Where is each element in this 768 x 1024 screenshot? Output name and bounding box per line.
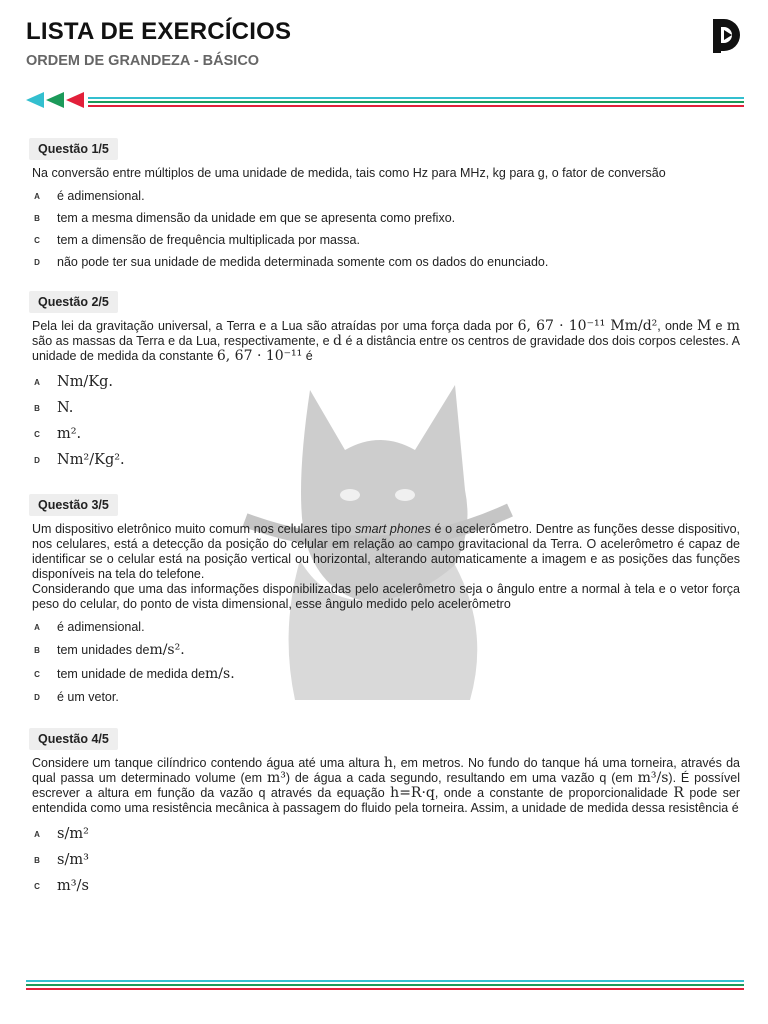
green-triangle-icon bbox=[46, 92, 64, 108]
option-b[interactable] bbox=[32, 400, 740, 416]
play-logo-icon bbox=[710, 16, 744, 56]
question-label: Questão 3/5 bbox=[29, 494, 118, 516]
option-letter: A bbox=[34, 622, 40, 632]
option-text: s/m³ bbox=[57, 852, 89, 868]
option-c[interactable] bbox=[32, 666, 740, 682]
option-letter: D bbox=[34, 692, 40, 702]
question-text: Considere um tanque cilíndrico contendo água até uma altura h, em metros. No fundo do tanque há uma torneira, através da qual passa um determinado volume (em m³) de água a cada segundo, resultando em uma vazão q (em m³/s). É possível escrever a altura em função da vazão q através da equação h=R·q, onde a constante de proporcionalidade R pode ser entendida como uma resistência mecânica à passagem do fluido pela torneira. Assim, a unidade de medida dessa resistência é bbox=[32, 755, 740, 815]
question-4 bbox=[32, 728, 740, 894]
option-text: m². bbox=[57, 426, 82, 442]
question-label: Questão 4/5 bbox=[29, 728, 118, 750]
option-letter: C bbox=[34, 881, 40, 891]
option-text: Nm²/Kg². bbox=[57, 452, 125, 468]
option-text: tem a mesma dimensão da unidade em que se apresenta como prefixo. bbox=[57, 211, 456, 225]
option-text: é adimensional. bbox=[57, 189, 145, 203]
option-letter: D bbox=[34, 455, 40, 465]
option-text: é adimensional. bbox=[57, 620, 145, 634]
option-text: tem unidade de medida de bbox=[57, 667, 206, 681]
option-letter: B bbox=[34, 645, 40, 655]
option-letter: A bbox=[34, 191, 40, 201]
option-d[interactable] bbox=[32, 690, 740, 704]
option-a[interactable] bbox=[32, 620, 740, 634]
color-stripes bbox=[88, 97, 744, 109]
option-letter: B bbox=[34, 403, 40, 413]
cyan-triangle-icon bbox=[26, 92, 44, 108]
option-d[interactable] bbox=[32, 255, 740, 269]
option-letter: B bbox=[34, 855, 40, 865]
option-text: não pode ter sua unidade de medida determinada somente com os dados do enunciado. bbox=[57, 255, 549, 269]
question-1 bbox=[32, 138, 740, 269]
question-label: Questão 1/5 bbox=[29, 138, 118, 160]
option-a[interactable] bbox=[32, 189, 740, 203]
option-c[interactable] bbox=[32, 878, 740, 894]
option-text: é um vetor. bbox=[57, 690, 119, 704]
option-text: tem a dimensão de frequência multiplicada por massa. bbox=[57, 233, 360, 247]
question-2 bbox=[32, 291, 740, 468]
footer-stripes bbox=[26, 980, 744, 992]
option-text: N. bbox=[57, 400, 74, 416]
option-letter: B bbox=[34, 213, 40, 223]
question-label: Questão 2/5 bbox=[29, 291, 118, 313]
option-a[interactable] bbox=[32, 826, 740, 842]
question-text: Um dispositivo eletrônico muito comum nos celulares tipo smart phones é o acelerômetro. Dentre as funções desse dispositivo, nos celulares, está a detecção da posição do celular em relação ao campo gravitacional da Terra. O acelerômetro é capaz de identificar se o celular está na posição vertical ou horizontal, alterando automaticamente a imagem e as posições das funções disponíveis na tela do telefone. bbox=[32, 522, 740, 581]
question-list bbox=[32, 138, 740, 894]
question-text: Na conversão entre múltiplos de uma unidade de medida, tais como Hz para MHz, kg para g, o fator de conversão bbox=[32, 166, 666, 180]
option-letter: C bbox=[34, 429, 40, 439]
option-b[interactable] bbox=[32, 642, 740, 658]
option-text: s/m² bbox=[57, 826, 89, 842]
option-letter: C bbox=[34, 669, 40, 679]
option-letter: D bbox=[34, 257, 40, 267]
page-title: LISTA DE EXERCÍCIOS bbox=[26, 18, 292, 45]
red-triangle-icon bbox=[66, 92, 84, 108]
option-a[interactable] bbox=[32, 374, 740, 390]
page-header bbox=[26, 18, 748, 69]
option-text: Nm/Kg. bbox=[57, 374, 114, 390]
question-3 bbox=[32, 494, 740, 704]
option-text: tem unidades de bbox=[57, 643, 150, 657]
option-d[interactable] bbox=[32, 452, 740, 468]
question-text: Pela lei da gravitação universal, a Terra e a Lua são atraídas por uma força dada por 6, 67 · 10⁻¹¹ Mm/d², onde M e m são as massas da Terra e da Lua, respectivamente, e d é a distância entre os centros de gravidade dos dois corpos celestes. A unidade de medida da constante 6, 67 · 10⁻¹¹ é bbox=[32, 318, 741, 364]
option-letter: C bbox=[34, 235, 40, 245]
option-text: m³/s bbox=[57, 878, 89, 894]
option-letter: A bbox=[34, 377, 40, 387]
option-c[interactable] bbox=[32, 233, 740, 247]
header-decoration bbox=[26, 92, 744, 110]
option-math: m/s. bbox=[205, 666, 235, 682]
page-subtitle: ORDEM DE GRANDEZA - BÁSICO bbox=[26, 53, 260, 69]
option-letter: A bbox=[34, 829, 40, 839]
option-b[interactable] bbox=[32, 852, 740, 868]
option-c[interactable] bbox=[32, 426, 740, 442]
option-b[interactable] bbox=[32, 211, 740, 225]
question-text-continued: Considerando que uma das informações disponibilizadas pelo acelerômetro seja o ângulo entre a normal à tela e o vetor força peso do celular, do ponto de vista dimensional, esse ângulo medido pelo acelerômetro bbox=[32, 582, 740, 611]
option-math: m/s². bbox=[149, 642, 185, 658]
